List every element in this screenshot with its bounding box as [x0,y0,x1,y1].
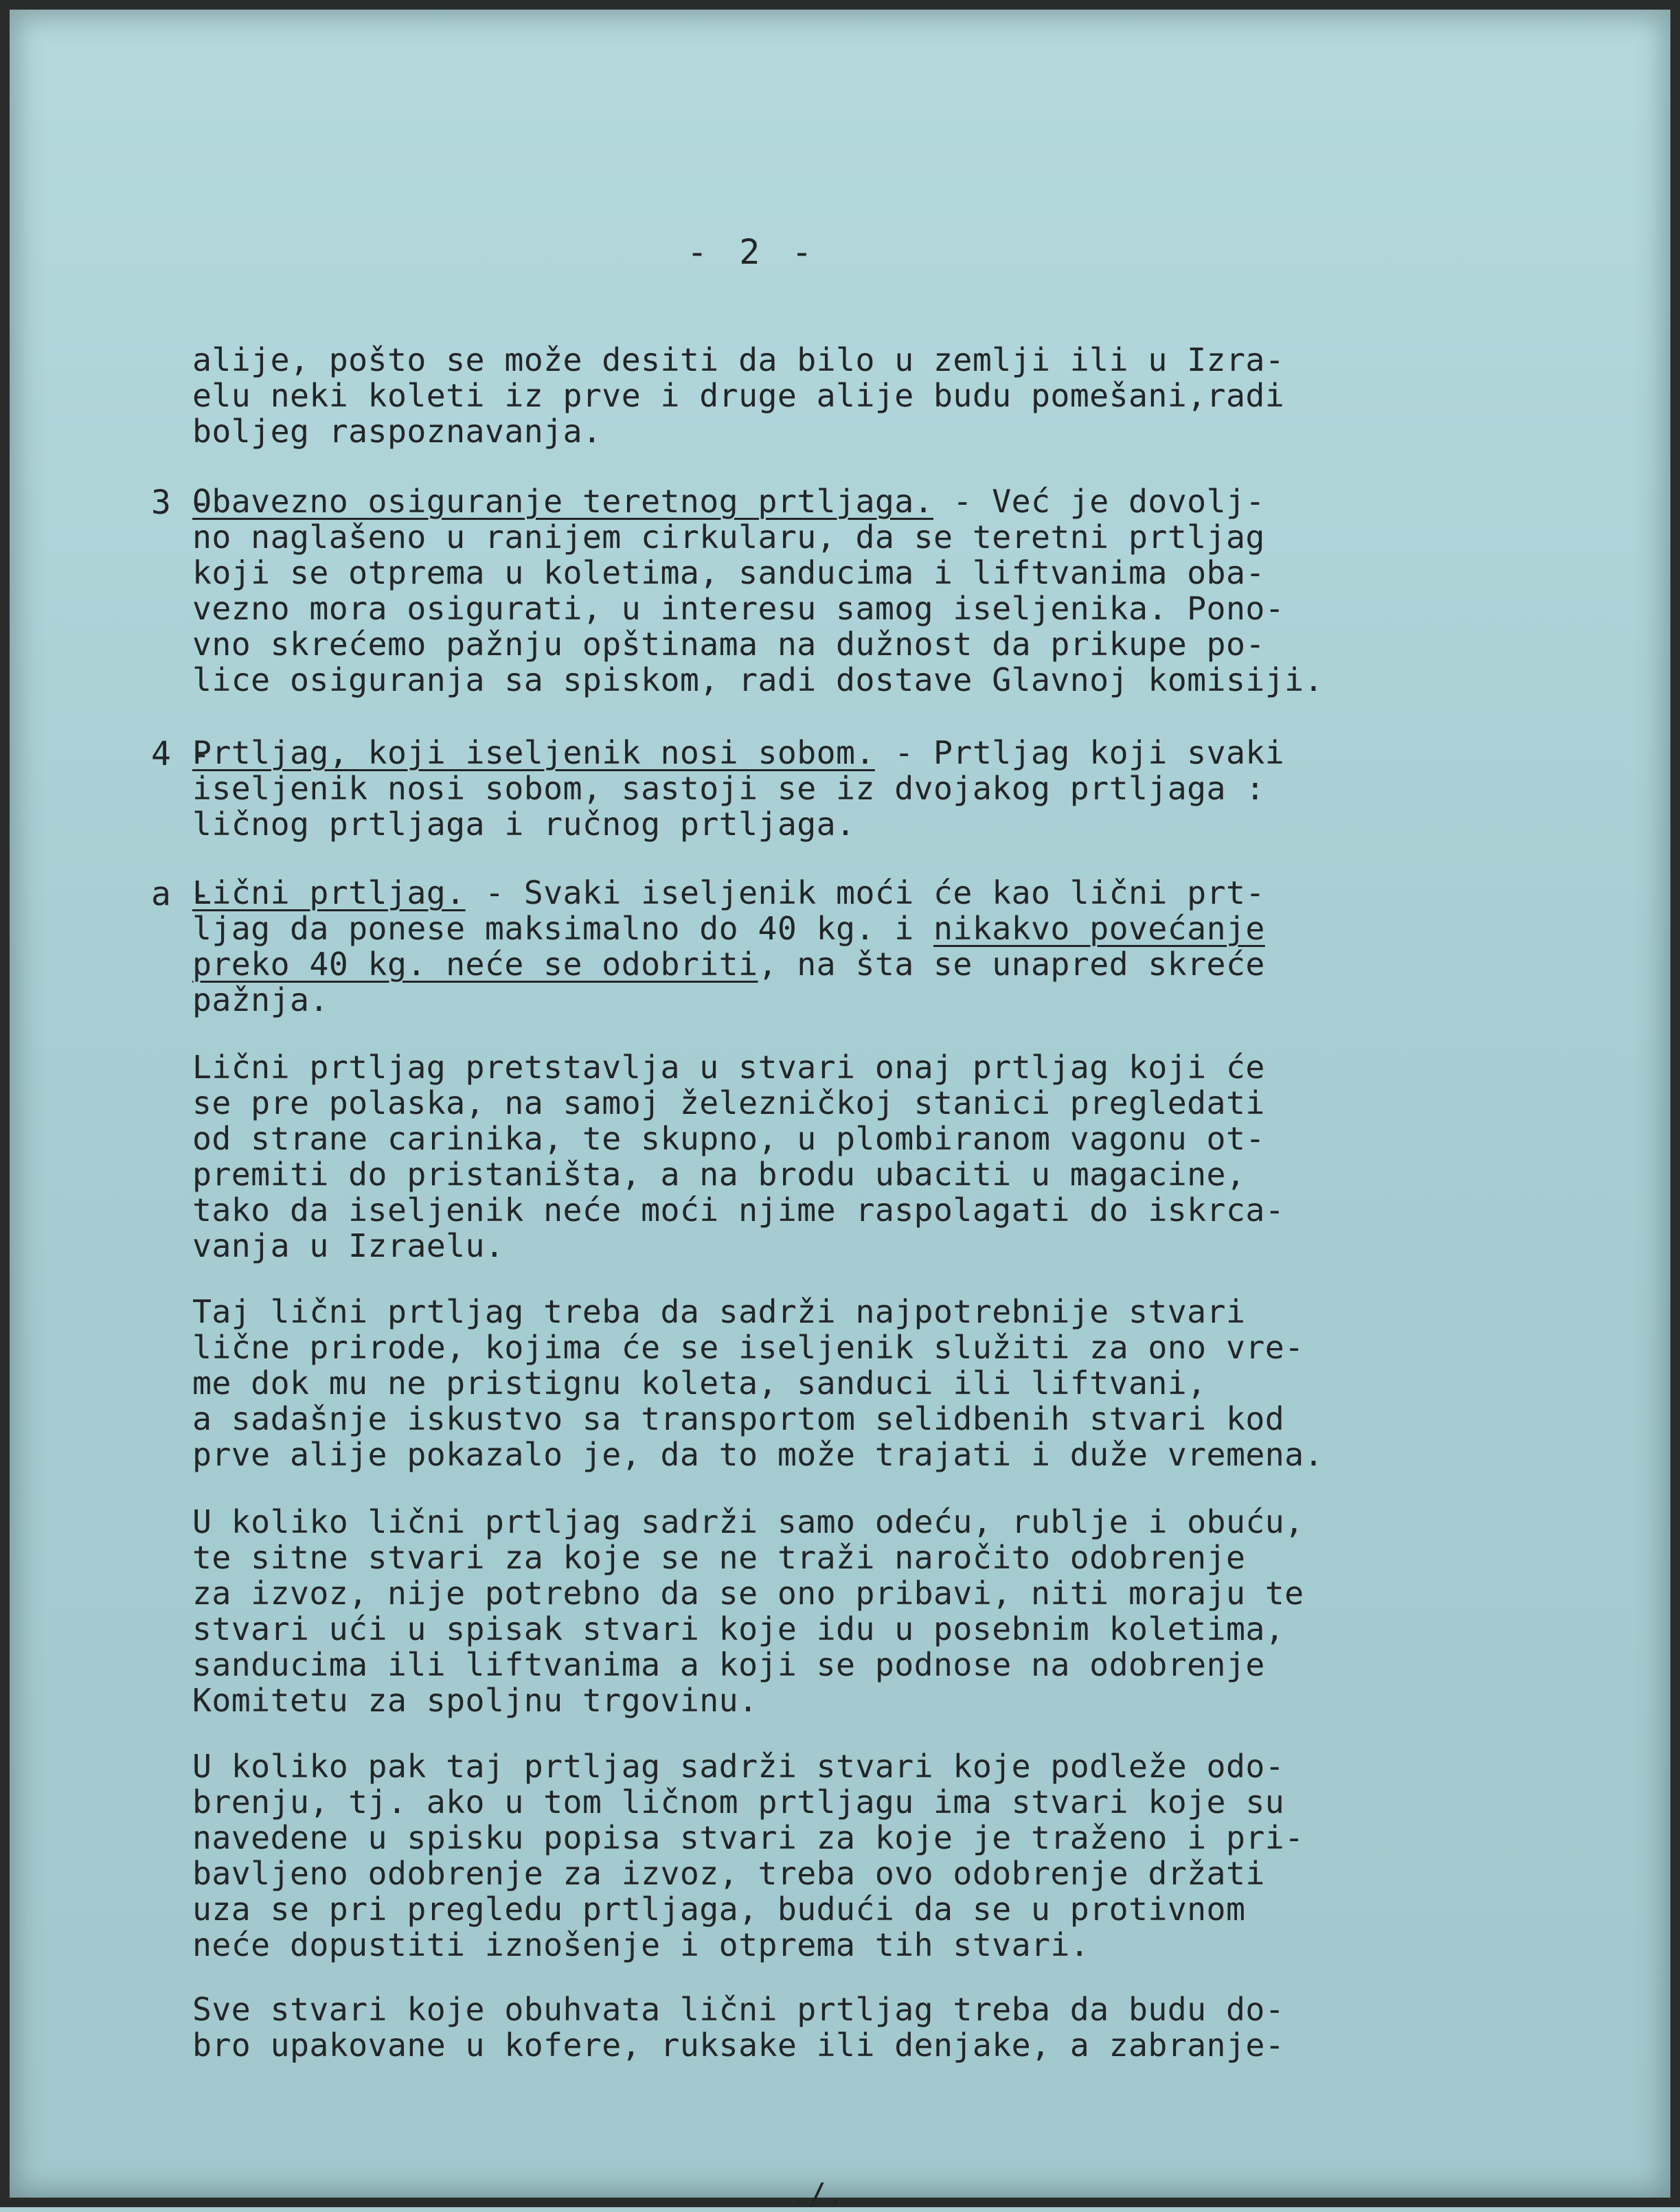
text-line: alije, pošto se može desiti da bilo u zemlji ili u Izra- [192,341,1285,378]
section-4 [151,734,1429,843]
text-line: neće dopustiti iznošenje i otprema tih stvari. [192,1926,1090,1963]
text-span: - Već je dovolj- [933,483,1265,520]
paragraph-odeca [192,1504,1429,1718]
text-line: elu neki koleti iz prve i druge alije budu pomešani,radi [192,377,1285,414]
text-line: ličnog prtljaga i ručnog prtljaga. [192,806,856,843]
text-line: lične prirode, kojima će se iseljenik služiti za ono vre- [192,1329,1304,1366]
text-span: - Svaki iseljenik moći će kao lični prt- [465,874,1265,911]
underlined-text: nikakvo povećanje [933,910,1265,947]
section-heading: Obavezno osiguranje teretnog prtljaga. [192,483,934,520]
text-line: U koliko lični prtljag sadrži samo odeću, rublje i obuću, [192,1503,1304,1540]
text-line: vezno mora osigurati, u interesu samog iseljenika. Pono- [192,590,1285,627]
text-line [192,911,1429,946]
section-marker: a - [151,875,211,913]
text-line: bavljeno odobrenje za izvoz, treba ovo odobrenje držati [192,1855,1265,1892]
text-line: premiti do pristaništa, a na brodu ubaciti u magacine, [192,1156,1246,1193]
text-line: vno skrećemo pažnju opštinama na dužnost da prikupe po- [192,626,1265,663]
text-line: lice osiguranja sa spiskom, radi dostave Glavnoj komisiji. [192,661,1324,698]
paragraph-sadrzaj [192,1294,1429,1472]
text-line: a sadašnje iskustvo sa transportom selidbenih stvari kod [192,1400,1285,1437]
text-line: od strane carinika, te skupno, u plombiranom vagonu ot- [192,1120,1265,1157]
section-marker: 3 - [151,483,211,522]
text-line: bro upakovane u kofere, ruksake ili denjake, a zabranje- [192,2027,1285,2064]
paragraph-licni-prtljag [192,1049,1429,1264]
underlined-text: preko 40 kg. neće se odobriti [192,946,758,983]
text-line: se pre polaska, na samoj železničkoj stanici pregledati [192,1084,1265,1121]
text-line: me dok mu ne pristignu koleta, sanduci ili liftvani, [192,1365,1207,1402]
text-span: - Prtljag koji svaki [874,734,1285,771]
section-3 [151,483,1429,698]
continuation-mark: ./. [790,2177,845,2212]
text-line [192,875,1429,911]
text-span: ljag da ponese maksimalno do 40 kg. i [192,910,934,947]
text-line: U koliko pak taj prtljag sadrži stvari koje podleže odo- [192,1748,1285,1785]
paragraph-odobrenje [192,1748,1429,1963]
text-line: Komitetu za spoljnu trgovinu. [192,1682,758,1719]
text-line [192,735,1429,771]
paragraph-pakovanje [192,1992,1429,2063]
paragraph-continuation [192,342,1429,449]
text-line: stvari ući u spisak stvari koje idu u posebnim koletima, [192,1610,1285,1647]
text-line: brenju, tj. ako u tom ličnom prtljagu ima stvari koje su [192,1783,1285,1821]
section-heading: Prtljag, koji iseljenik nosi sobom. [192,734,875,771]
text-line: sanducima ili liftvanima a koji se podnose na odobrenje [192,1646,1265,1683]
text-line: vanja u Izraelu. [192,1227,505,1264]
text-line: tako da iseljenik neće moći njime raspolagati do iskrca- [192,1191,1285,1229]
text-line: koji se otprema u koletima, sanducima i liftvanima oba- [192,554,1265,591]
text-span: , na šta se unapred skreće [758,946,1265,983]
text-line: Lični prtljag pretstavlja u stvari onaj prtljag koji će [192,1049,1265,1086]
text-line: uza se pri pregledu prtljaga, budući da se u protivnom [192,1891,1246,1928]
text-line: te sitne stvari za koje se ne traži naročito odobrenje [192,1539,1246,1576]
text-line: pažnja. [192,981,329,1018]
text-line: navedene u spisku popisa stvari za koje je traženo i pri- [192,1819,1304,1856]
text-line: no naglašeno u ranijem cirkularu, da se teretni prtljag [192,518,1265,556]
text-line: iseljenik nosi sobom, sastoji se iz dvojakog prtljaga : [192,770,1265,807]
text-line: Sve stvari koje obuhvata lični prtljag treba da budu do- [192,1991,1285,2028]
section-marker: 4 - [151,735,211,773]
section-heading: Lični prtljag. [192,874,466,911]
text-line: boljeg raspoznavanja. [192,413,602,450]
text-line [192,483,1429,519]
text-line: za izvoz, nije potrebno da se ono pribavi, niti moraju te [192,1575,1304,1612]
text-line [192,946,1429,982]
page-number: - 2 - [687,232,818,272]
section-a [151,874,1429,1018]
text-line: Taj lični prtljag treba da sadrži najpotrebnije stvari [192,1293,1246,1330]
text-line: prve alije pokazalo je, da to može trajati i duže vremena. [192,1436,1324,1473]
